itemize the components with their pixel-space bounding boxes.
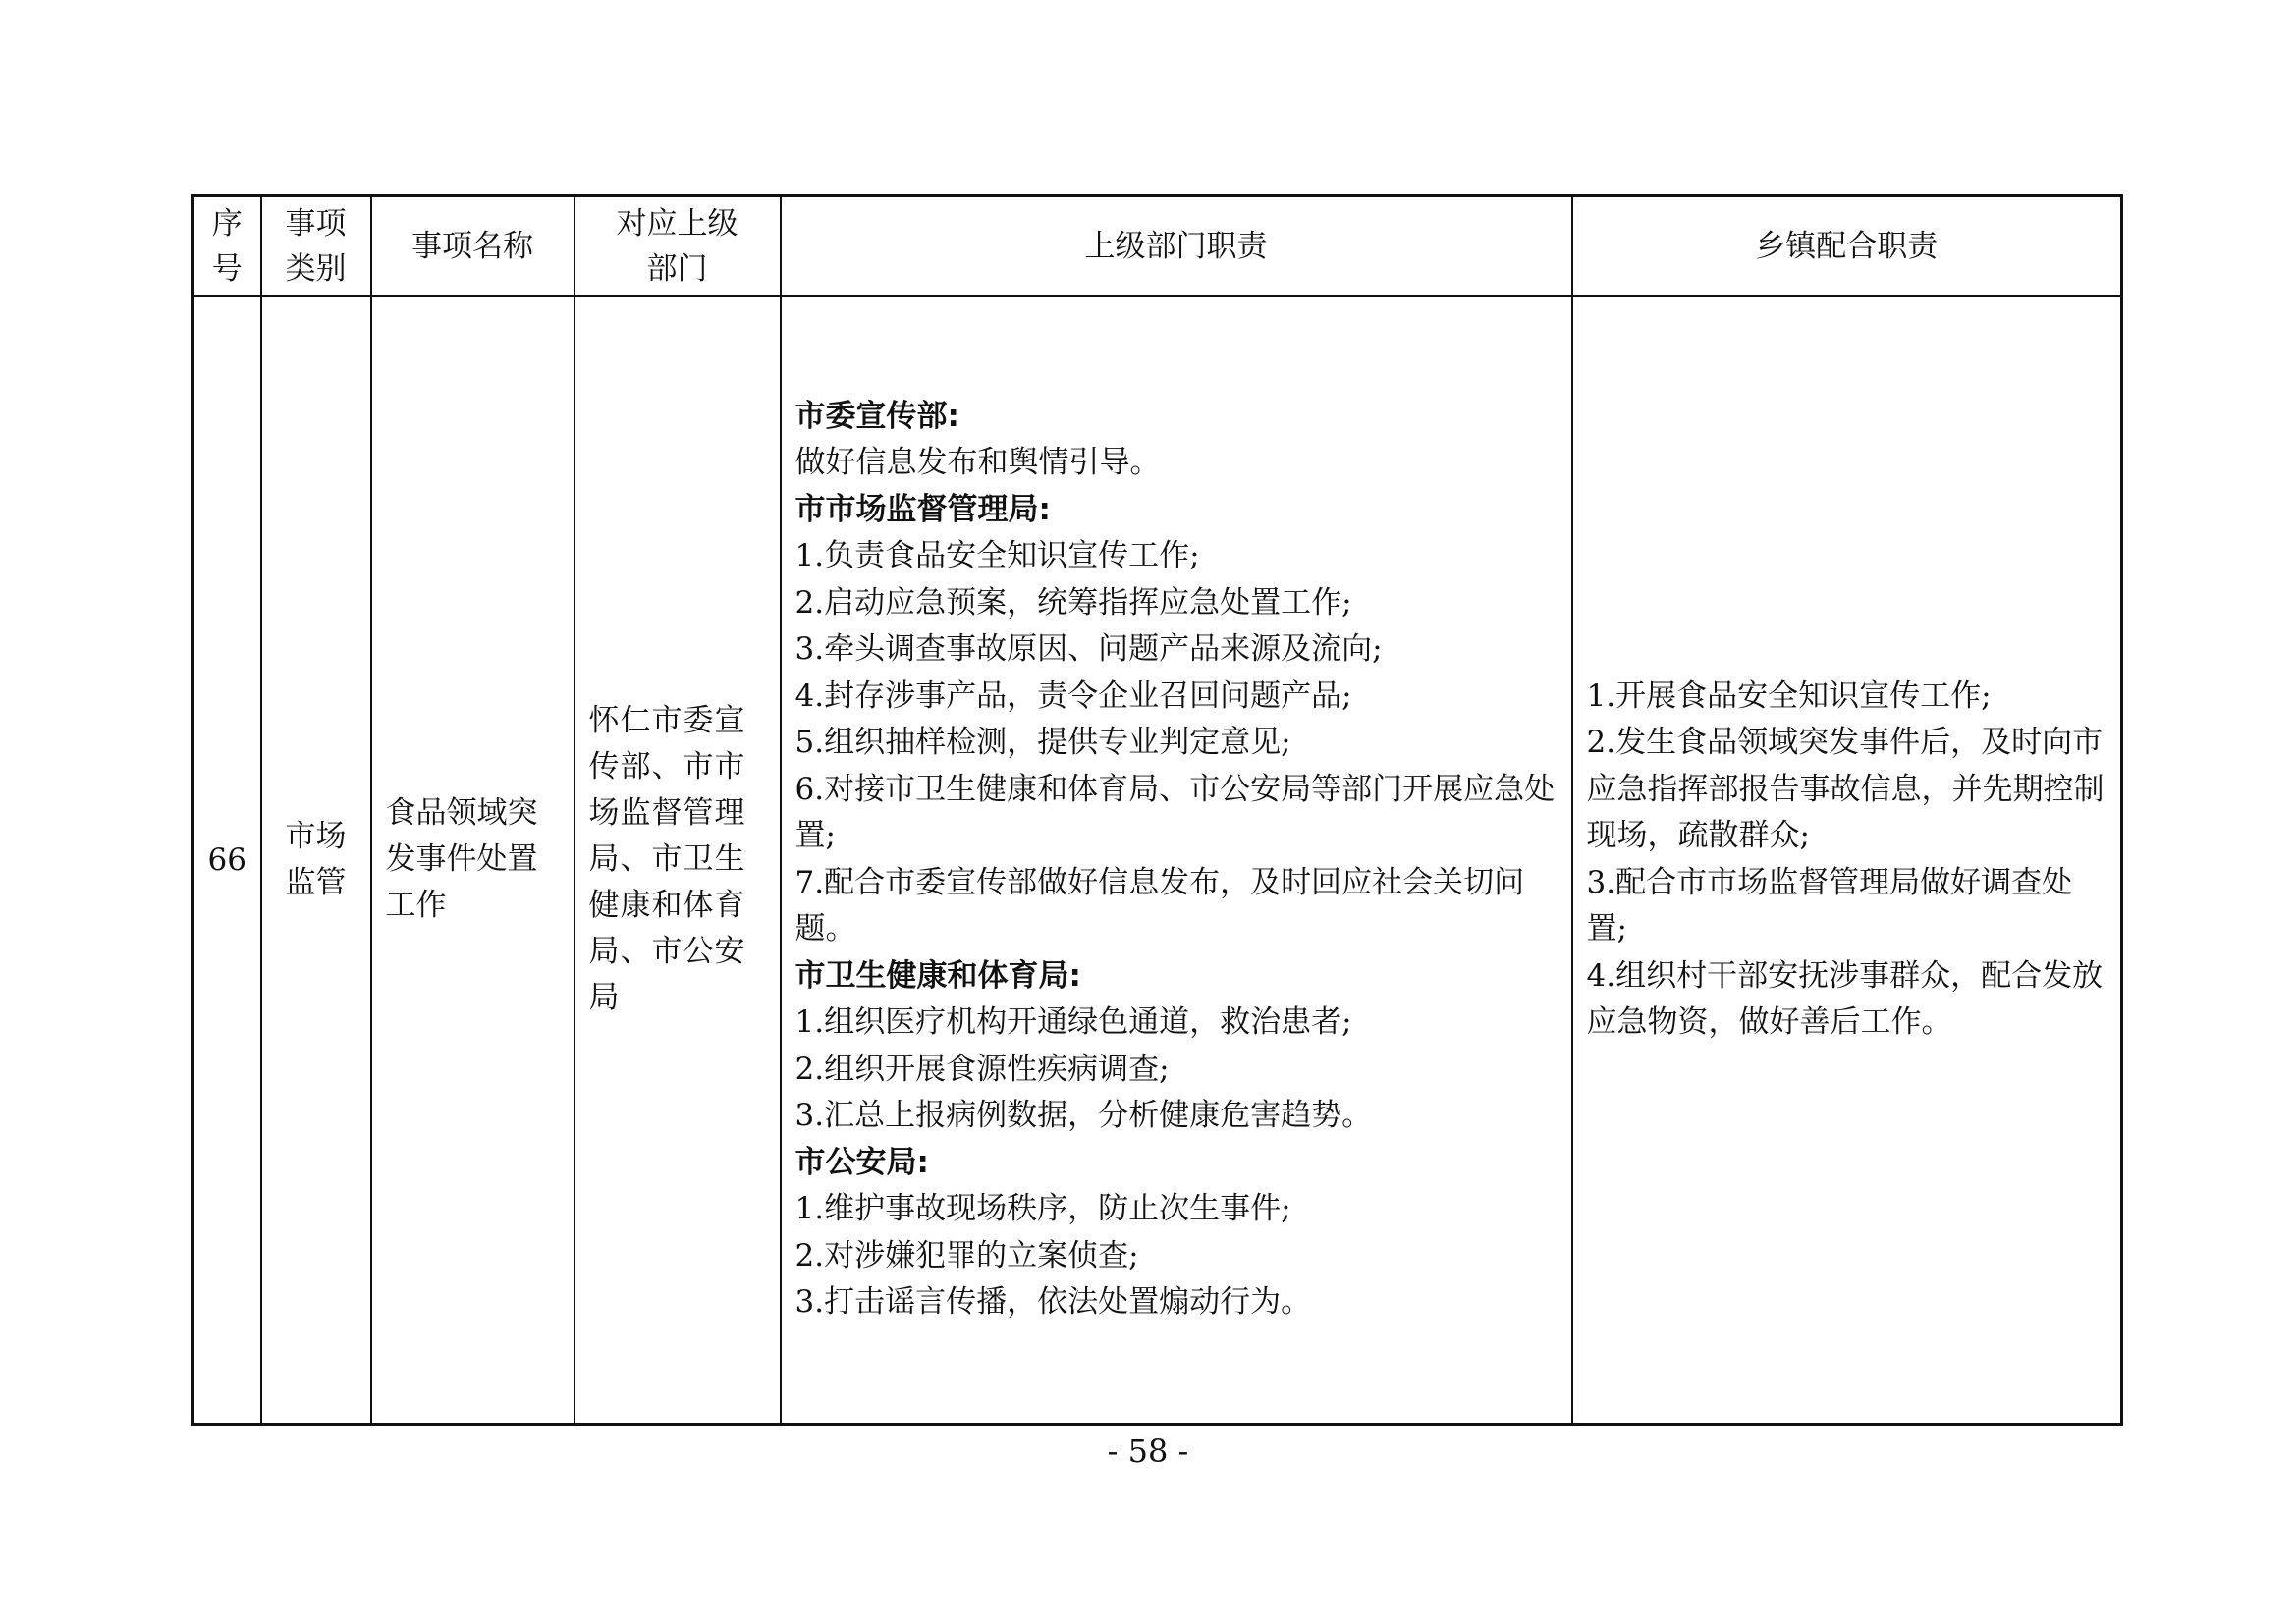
duty-line: 5.组织抽样检测，提供专业判定意见; [794,725,1291,760]
header-superior-dept-line: 对应上级 [616,205,738,242]
row-superior-duties [781,296,1572,1425]
table-row [193,296,2122,1425]
duty-line: 做好信息发布和舆情引导。 [794,445,1161,480]
duty-line: 1.组织医疗机构开通绿色通道，救治患者; [794,1004,1352,1040]
duty-table [191,194,2123,1426]
dept-title: 市卫生健康和体育局: [794,957,1081,994]
row-category-line: 市场 [285,818,347,854]
duty-line: 2.启动应急预案，统筹指挥应急处置工作; [794,584,1352,621]
header-category [261,196,371,297]
township-duty-line: 1.开展食品安全知识宣传工作; [1586,677,1992,714]
header-seq-line: 序 [211,205,243,242]
duty-line: 3.牵头调查事故原因、问题产品来源及流向; [794,631,1383,667]
header-superior-dept-line: 部门 [646,250,708,287]
header-row [193,196,2122,297]
dept-title: 市公安局: [794,1144,929,1180]
header-category-line: 类别 [285,250,347,287]
header-seq [193,196,261,297]
row-township-duties [1572,296,2122,1425]
duty-line: 2.组织开展食源性疾病调查; [794,1051,1170,1087]
page-number: - 58 - [1107,1433,1189,1470]
township-duty-line: 3.配合市市场监督管理局做好调查处置; [1586,864,2073,947]
dept-title: 市委宣传部: [794,398,959,434]
duty-line: 3.汇总上报病例数据，分析健康危害趋势。 [794,1098,1373,1133]
header-seq-line: 号 [211,250,243,287]
header-category-line: 事项 [285,205,347,242]
duty-line: 6.对接市卫生健康和体育局、市公安局等部门开展应急处置; [794,771,1556,853]
township-duty-line: 2.发生食品领域突发事件后，及时向市应急指挥部报告事故信息，并先期控制现场，疏散群众; [1586,725,2105,853]
duty-line: 1.维护事故现场秩序，防止次生事件; [794,1191,1291,1226]
duty-line: 7.配合市委宣传部做好信息发布，及时回应社会关切问题。 [794,864,1525,947]
row-category [261,296,371,1425]
header-township-duties: 乡镇配合职责 [1572,196,2122,297]
row-category-line: 监管 [285,864,347,900]
row-item-name: 食品领域突发事件处置工作 [371,296,574,1425]
header-name: 事项名称 [371,196,574,297]
township-duty-line: 4.组织村干部安抚涉事群众，配合发放应急物资，做好善后工作。 [1586,957,2104,1040]
duty-line: 1.负责食品安全知识宣传工作; [794,538,1200,573]
header-superior-duties: 上级部门职责 [781,196,1572,297]
row-superior-dept: 怀仁市委宣传部、市市场监督管理局、市卫生健康和体育局、市公安局 [574,296,781,1425]
row-seq: 66 [193,296,261,1425]
dept-title: 市市场监督管理局: [794,491,1051,527]
duty-line: 4.封存涉事产品，责令企业召回问题产品; [794,677,1352,714]
duty-line: 3.打击谣言传播，依法处置煽动行为。 [794,1284,1312,1320]
header-superior-dept [574,196,781,297]
duty-line: 2.对涉嫌犯罪的立案侦查; [794,1237,1139,1273]
